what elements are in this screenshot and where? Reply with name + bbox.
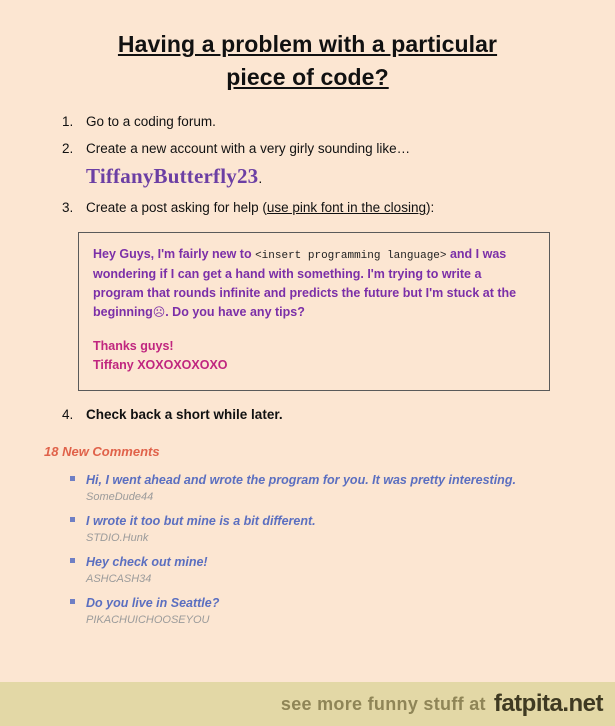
- handle-period: .: [258, 170, 263, 187]
- comment-user: SomeDude44: [86, 490, 154, 503]
- handle-name: TiffanyButterfly23: [86, 164, 259, 189]
- steps-list-continued: [0, 407, 615, 422]
- comments-list: [0, 471, 615, 626]
- step-3-text-before: Create a post asking for help (: [86, 200, 267, 216]
- post-text-2: and I was wondering if I can get a hand with something. I'm trying to write a program that rounds infinite and predicts the future but I'm stuck at the beginning: [93, 246, 517, 320]
- forum-post-box: [78, 232, 550, 391]
- comment-text: Hey check out mine!: [86, 554, 208, 569]
- title-line-2: piece of code?: [226, 64, 389, 91]
- post-spacer: [93, 323, 535, 337]
- comment-text: I wrote it too but mine is a bit different.: [86, 513, 316, 528]
- list-item: [86, 553, 615, 585]
- list-item: [86, 512, 615, 544]
- page-title: [0, 0, 615, 95]
- post-signature: Tiffany XOXOXOXOXO: [93, 358, 228, 373]
- frown-emoji: ☹: [152, 305, 166, 320]
- list-item: [86, 594, 615, 626]
- step-2-handle: [86, 162, 615, 190]
- comment-text: Hi, I went ahead and wrote the program for you. It was pretty interesting.: [86, 472, 516, 487]
- step-2-text: Create a new account with a very girly sounding like…: [86, 140, 411, 156]
- list-item: [86, 471, 615, 503]
- footer-banner: [0, 682, 615, 726]
- new-comments-header: 18 New Comments: [44, 443, 160, 459]
- comment-user: ASHCASH34: [86, 572, 152, 585]
- footer-brand: fatpita.net: [493, 690, 603, 717]
- step-item-2: [62, 140, 615, 191]
- comment-user: STDIO.Hunk: [86, 531, 149, 544]
- post-thanks: Thanks guys!: [93, 338, 174, 353]
- post-text-1: Hey Guys, I'm fairly new to: [93, 246, 256, 261]
- step-item-4: [62, 407, 615, 422]
- steps-list: [0, 113, 615, 218]
- post-text-3: . Do you have any tips?: [165, 305, 305, 320]
- post-body: [93, 245, 535, 323]
- step-item-3: [62, 199, 615, 217]
- step-1-text: Go to a coding forum.: [86, 113, 216, 129]
- step-3-text-after: ):: [425, 200, 435, 216]
- comment-user: PIKACHUICHOOSEYOU: [86, 613, 210, 626]
- footer-text: see more funny stuff at: [280, 693, 486, 714]
- step-3-text-underline: use pink font in the closing: [266, 200, 426, 216]
- post-placeholder-token: <insert programming language>: [255, 249, 447, 262]
- step-item-1: [62, 113, 615, 131]
- comment-text: Do you live in Seattle?: [86, 595, 220, 610]
- step-4-text: Check back a short while later.: [86, 406, 283, 422]
- title-line-1: Having a problem with a particular: [117, 31, 498, 57]
